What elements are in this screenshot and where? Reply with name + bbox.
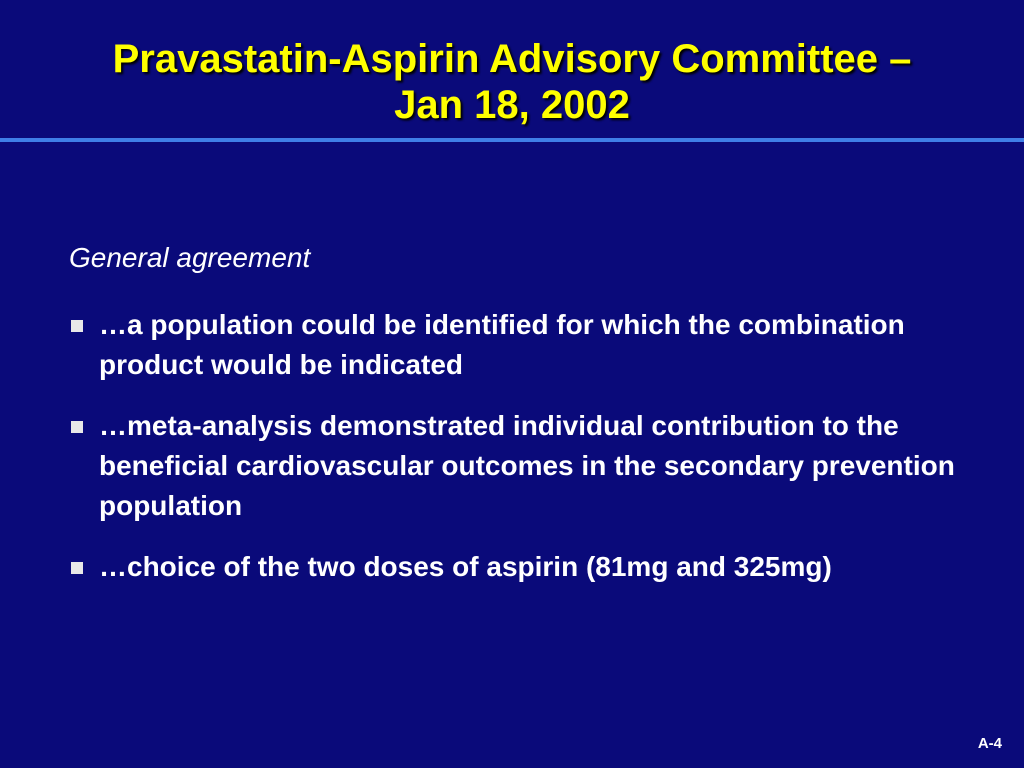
slide-title-line-2: Jan 18, 2002 xyxy=(394,83,630,127)
bullet-text: …choice of the two doses of aspirin (81mg and 325mg) xyxy=(99,551,832,582)
bullet-list xyxy=(69,305,989,608)
title-divider xyxy=(0,138,1024,142)
bullet-item xyxy=(69,547,989,587)
square-bullet-icon xyxy=(71,421,83,433)
page-number: A-4 xyxy=(977,735,1002,752)
bullet-item xyxy=(69,406,989,526)
square-bullet-icon xyxy=(71,320,83,332)
bullet-item xyxy=(69,305,989,385)
slide-title xyxy=(0,36,1024,128)
section-subheading: General agreement xyxy=(69,242,311,273)
square-bullet-icon xyxy=(71,562,83,574)
bullet-text: …meta-analysis demonstrated individual contribution to the beneficial cardiovascular outcomes in the secondary prevention population xyxy=(99,410,955,521)
bullet-text: …a population could be identified for which the combination product would be indicated xyxy=(99,309,905,380)
slide-title-line-1: Pravastatin-Aspirin Advisory Committee – xyxy=(112,37,912,81)
